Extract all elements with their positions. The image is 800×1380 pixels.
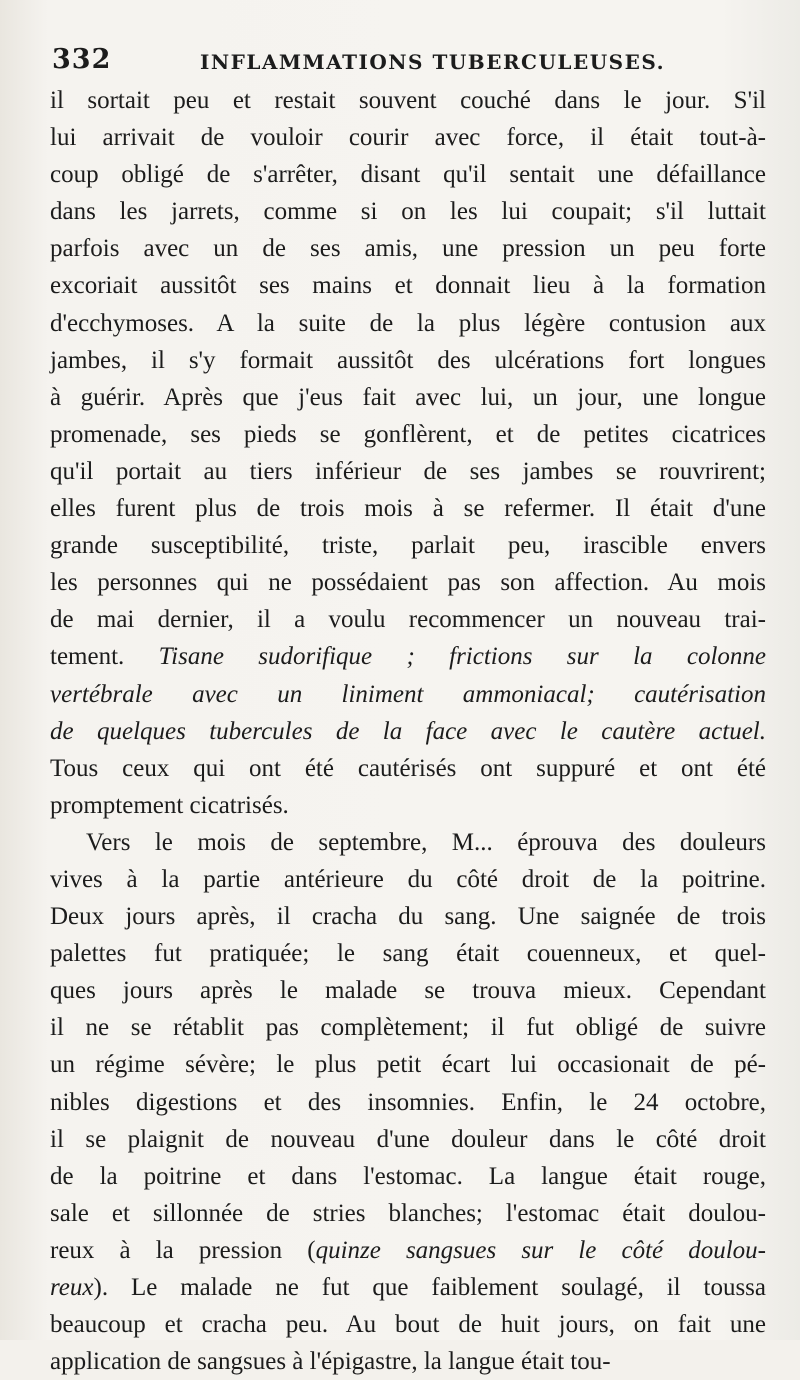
page-number: 332 xyxy=(52,44,112,75)
text-line: il se plaignit de nouveau d'une douleur dans le côté droit xyxy=(50,1125,766,1153)
text-line: à guérir. Après que j'eus fait avec lui, un jour, une longue xyxy=(50,383,766,411)
text-line: les personnes qui ne possédaient pas son affection. Au mois xyxy=(50,569,766,597)
text-line: qu'il portait au tiers inférieur de ses jambes se rouvrirent; xyxy=(50,457,766,485)
text-line: dans les jarrets, comme si on les lui coupait; s'il luttait xyxy=(50,198,766,226)
text-line: lui arrivait de vouloir courir avec force, il était tout-à- xyxy=(50,124,766,152)
text-line: parfois avec un de ses amis, une pression un peu forte xyxy=(50,235,766,263)
text-line: ques jours après le malade se trouva mieux. Cependant xyxy=(50,977,766,1005)
text-segment: ). Le malade ne fut que faiblement soulagé, il toussa xyxy=(93,1274,766,1301)
text-line: nibles digestions et des insomnies. Enfin, le 24 octobre, xyxy=(50,1088,766,1116)
text-line: Tous ceux qui ont été cautérisés ont suppuré et ont été xyxy=(50,754,766,782)
text-line: beaucoup et cracha peu. Au bout de huit jours, on fait une xyxy=(50,1311,766,1339)
text-line: palettes fut pratiquée; le sang était couenneux, et quel- xyxy=(50,940,766,968)
text-line: application de sangsues à l'épigastre, la langue était tou- xyxy=(50,1348,611,1376)
text-line: grande susceptibilité, triste, parlait peu, irascible envers xyxy=(50,532,766,560)
text-line: promptement cicatrisés. xyxy=(50,791,289,819)
text-line: d'ecchymoses. A la suite de la plus légère contusion aux xyxy=(50,309,766,337)
text-line xyxy=(50,638,766,675)
text-segment: reux à la pression ( xyxy=(50,1236,316,1264)
text-line: vives à la partie antérieure du côté droit de la poitrine. xyxy=(50,865,766,893)
text-line: sale et sillonnée de stries blanches; l'estomac était doulou- xyxy=(50,1199,766,1227)
text-line: de mai dernier, il a voulu recommencer un nouveau trai- xyxy=(50,606,766,634)
text-line: un régime sévère; le plus petit écart lui occasionait de pé- xyxy=(50,1051,766,1079)
text-line: excoriait aussitôt ses mains et donnait lieu à la formation xyxy=(50,272,766,300)
text-line xyxy=(50,1269,766,1306)
text-segment: tement. xyxy=(50,643,159,671)
text-line: jambes, il s'y formait aussitôt des ulcérations fort longues xyxy=(50,346,766,374)
text-line: promenade, ses pieds se gonflèrent, et de petites cicatrices xyxy=(50,420,766,448)
body-text xyxy=(50,82,766,1380)
text-line xyxy=(50,676,766,713)
page-header xyxy=(52,44,762,84)
italic-text: de quelques tubercules de la face avec le cautère actuel. xyxy=(50,717,766,745)
text-line xyxy=(50,713,766,750)
running-head: INFLAMMATIONS TUBERCULEUSES. xyxy=(200,50,666,74)
italic-text: reux xyxy=(50,1274,94,1301)
text-line: Vers le mois de septembre, M... éprouva des douleurs xyxy=(86,828,766,856)
italic-text: quinze sangsues sur le côté doulou- xyxy=(315,1236,766,1264)
text-line: il ne se rétablit pas complètement; il fut obligé de suivre xyxy=(50,1014,766,1042)
text-line xyxy=(50,1232,766,1269)
text-line: Deux jours après, il cracha du sang. Une saignée de trois xyxy=(50,903,766,931)
text-line: coup obligé de s'arrêter, disant qu'il sentait une défaillance xyxy=(50,161,766,189)
italic-text: vertébrale avec un liniment ammoniacal; cautérisation xyxy=(50,680,766,708)
text-line: elles furent plus de trois mois à se refermer. Il était d'une xyxy=(50,495,766,523)
text-line: de la poitrine et dans l'estomac. La langue était rouge, xyxy=(50,1162,766,1190)
text-line: il sortait peu et restait souvent couché dans le jour. S'il xyxy=(50,87,766,114)
italic-text: Tisane sudorifique ; frictions sur la colonne xyxy=(158,643,766,671)
